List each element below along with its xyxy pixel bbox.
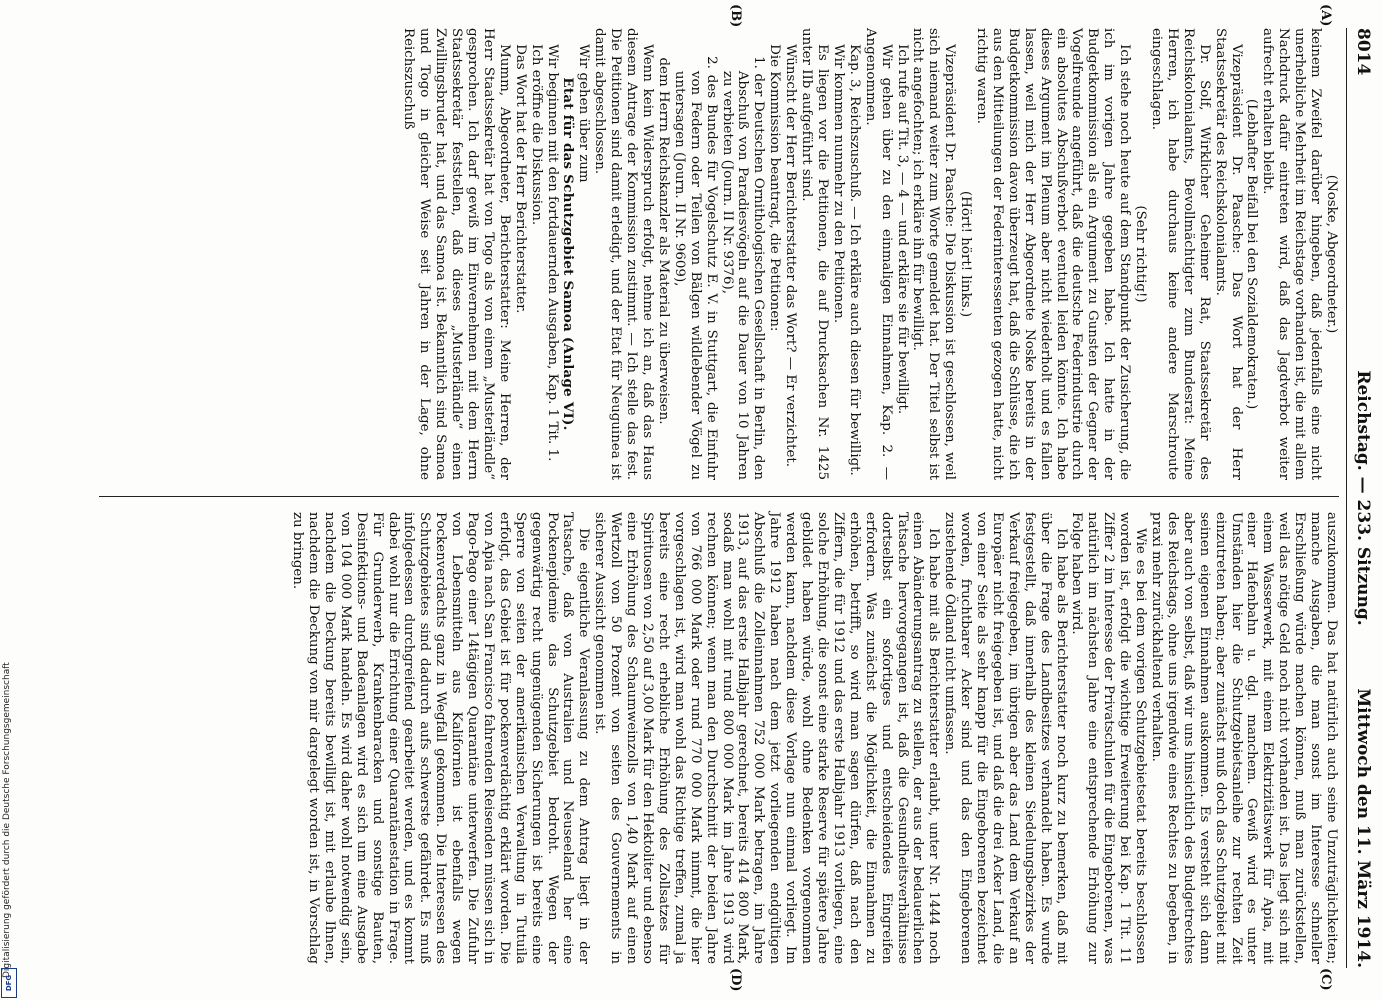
paragraph: Wir gehen über zum: [576, 44, 592, 183]
margin-marker-c: (C): [1318, 968, 1333, 991]
paragraph: Vizepräsident Dr. Paasche: Das Wort hat der Herr Staatssekretär des Reichskolonialamts.: [1212, 28, 1244, 480]
paragraph: keinem Zweifel darüber hingeben, daß jedenfalls eine nicht unerhebliche Mehrheit im Reichstage vorhanden ist, die mit allem Nachdruck dafür eintreten wird, daß das Jagdverbot weiter aufrecht erhalten bleibt.: [1260, 28, 1324, 480]
paragraph: Wir beginnen mit den fortdauernden Ausgaben, Kap. 1 Tit. 1.: [544, 44, 560, 462]
paragraph: dem Herrn Reichskanzler als Material zu überweisen.: [655, 57, 671, 425]
page-number: 8014: [1353, 28, 1373, 76]
paragraph: Ich habe als Berichterstatter noch kurz zu bemerken, daß mit über die Frage des Landbesitzes verhandelt haben. Es wurde festgestellt, daß innerhalb des kleinen Siedelungsbezirkes der Verkauf freigegeben, im übrigen aber das Land dem Verkauf an Europäer nicht freigegeben ist, und daß die drei Acker Land, die von einer Seite als sehr knapp für die Eingeborenen bezeichnet worden, fruchtbarer Acker sind und das den Eingeborenen zustehende Ödland nicht umfassen.: [942, 512, 1069, 964]
paragraph: auszukommen. Das hat natürlich auch seine Unzuträglichkeiten; manche Ausgaben, die man sonst im Interesse schneller Erschließung würde machen können, muß man zurückstellen, weil das nötige Geld noch nicht vorhanden ist. Das liegt sich mit einem Wasserwerk, mit einem Elektrizitätswerk für Apia, mit einer Hafenbahn u. dgl. manchem. Gewiß wird es unter Umständen hier die Schutzgebietsanleihe zur rechten Zeit einzutreten haben; aber zunächst muß doch das Schutzgebiet mit seinen eigenen Einnahmen auskommen. Es versteht sich dann aber auch von selbst, daß wir uns hinsichtlich des Budgetrechtes des Reichstags, ohne uns irgendwie eines Rechtes zu begeben, in praxi mehr zurückhaltend verhalten.: [1149, 512, 1339, 964]
section-heading: Etat für das Schutzgebiet Samoa (Anlage VI).: [560, 77, 577, 431]
margin-marker-b: (B): [728, 4, 743, 28]
running-header: [1347, 28, 1375, 968]
paragraph: Kap. 3, Reichszuschuß. — Ich erkläre auch diesen für bewilligt.: [846, 44, 862, 476]
dfg-logo-text: DFG: [5, 974, 13, 992]
paragraph: Das Wort hat der Herr Berichterstatter.: [512, 44, 528, 314]
dfg-logo: [1, 968, 17, 998]
margin-marker-d: (D): [728, 968, 743, 992]
right-column: [289, 512, 1339, 964]
header-date: Mittwoch den 11. März 1914.: [1353, 688, 1373, 968]
paragraph: Wir kommen nunmehr zu den Petitionen.: [830, 44, 846, 324]
speaker-note: (Noske, Abgeordneter.): [1324, 174, 1339, 334]
paragraph: Ich habe mit als Berichterstatter erlaubt, unter Nr. 1444 noch einen Abänderungsantrag zu stellen, der aus der bedauerlichen Tatsache hervorgegangen ist, daß die Gesundheitsverhältnisse dortselbst ein sofortiges und entscheidendes Eingreifen erfordern. Was zunächst die Möglichkeit, die Einnahmen zu erhöhen, betrifft, so wird man sagen dürfen, daß nach den Ziffern, die für 1912 und das erste Halbjahr 1913 vorliegen, eine solche Erhöhung, die sonst eine starke Reserve für spätere Jahre gebildet haben würde, wohl ohne Bedenken vorgenommen werden kann, nachdem diese Vorlage nun einmal vorliegt. Im Jahre 1912 haben nach dem jetzt vorliegenden endgültigen Abschluß die Zolleinnahmen 752 000 Mark betragen, im Jahre 1913, auf das erste Halbjahr gerechnet, bereits 414 800 Mark, sodaß man wohl mit rund 800 000 Mark im Jahre 1913 wird rechnen können; wenn man den Durchschnitt der beiden Jahre von 766 000 Mark oder rund 770 000 Mark nimmt, die hier vorgeschlagen ist, wird man wohl das Richtige treffen, zumal ja bereits eine recht erhebliche Erhöhung des Zollsatzes für Spirituosen von 2,50 auf 3,00 Mark für den Hektoliter und ebenso eine Erhöhung des Schaumweinzolls von 1,40 Mark auf einen Wertzoll von 50 Prozent von seiten des Gouvernements in sicherer Aussicht genommen ist.: [592, 512, 942, 964]
paragraph: Ich rufe auf Tit. 3, — 4 — und erkläre sie für bewilligt.: [894, 44, 910, 415]
paragraph: Wünscht der Herr Berichterstatter das Wort? — Er verzichtet.: [783, 44, 799, 468]
header-rule: [1346, 28, 1347, 968]
column-divider: [99, 496, 1339, 497]
margin-marker-a: (A): [1318, 4, 1333, 27]
paragraph: Vizepräsident Dr. Paasche: Die Diskussion ist geschlossen, weil sich niemand weiter zum Worte gemeldet hat. Der Titel selbst ist nicht angefochten; ich erkläre ihn für bewilligt.: [910, 28, 958, 480]
paragraph: Wir gehen über zu den einmaligen Einnahmen, Kap. 2. — Angenommen.: [862, 28, 894, 480]
petition-item: 1. der Deutschen Ornithologischen Gesellschaft in Berlin, den Abschuß von Paradiesvögeln auf die Dauer von 10 Jahren zu verbieten (Journ. II Nr. 9376),: [719, 56, 767, 480]
paragraph: Mumm, Abgeordneter, Berichterstatter: Meine Herren, der Herr Staatssekretär hat von Togo als von einem „Musterländle“ gesprochen. Ich darf gewiß im Einvernehmen mit dem Herrn Staatssekretär feststellen, daß dieses „Musterländle“ einen Zwillingsbruder hat, und das Samoa ist. Bekanntlich sind Samoa und Togo in gleicher Weise seit Jahren in der Lage, ohne Reichszuschuß: [401, 28, 512, 480]
paragraph: Es liegen vor die Petitionen, die auf Drucksachen Nr. 1425 unter IIb aufgeführt sind.: [799, 28, 830, 480]
paragraph: Wie es bei dem vorigen Schutzgebietsetat bereits beschlossen worden ist, erfolgt die wichtige Erweiterung bei Kap. 1 Tit. 11 Ziffer 2 im Interesse der Privatschulen für die Eingeborenen, was natürlich im nächsten Jahre eine entsprechende Erhöhung zur Folge haben wird.: [1069, 512, 1149, 964]
header-title: Reichstag. — 233. Sitzung.: [1353, 370, 1373, 626]
paragraph: Wenn kein Widerspruch erfolgt, nehme ich an, daß das Haus diesem Antrage der Kommission zustimmt. — Ich stelle das fest. Die Petitionen sind damit erledigt, und der Etat für Neuguinea ist damit abgeschlossen.: [592, 28, 656, 480]
paragraph: Die eigentliche Veranlassung zu dem Antrag liegt in der Tatsache, daß von Australien und Neuseeland her eine Pockenepidemie das Schutzgebiet bedroht. Wegen der gegenwärtig recht ungenügenden Sicherungen ist bereits eine Sperre von seiten der amerikanischen Verwaltung in Tutuila erfolgt, das Gebiet ist für pockenverdächtig erklärt worden. Die von Apia nach San Francisco fahrenden Reisenden müssen sich in Pago-Pago einer 14tägigen Quarantäne unterwerfen. Die Zufuhr von Lebensmitteln aus Kalifornien ist ebenfalls wegen Pockenverdachts ganz in Wegfall gekommen. Die Interessen des Schutzgebietes sind dadurch aufs schwerste gefährdet. Es muß infolgedessen durchgreifend gearbeitet werden, und es kommt dabei wohl nur die Errichtung einer Quarantänestation in Frage. Für Grunderwerb, Krankenbaracken und sonstige Bauten, Desinfektions- und Badeanlagen wird es sich um eine Ausgabe von 104 000 Mark handeln. Es wird daher wohl notwendig sein, nachdem die Deckung bereits bewilligt ist, mit erlaube Ihnen, nachdem die Deckung von mir dargelegt worden ist, in Vorschlag zu bringen.: [290, 512, 592, 964]
applause-note: (Lebhafter Beifall bei den Sozialdemokraten.): [1244, 98, 1260, 410]
interjection: (Hört! hört! links.): [958, 190, 974, 318]
paragraph: Die Kommission beantragt, die Petitionen:: [767, 44, 783, 332]
petition-item: 2. des Bundes für Vogelschutz E. V. in Stuttgart, die Einfuhr von Federn oder Teilen von Bälgen wildlebender Vögel zu untersagen (Journ. II Nr. 9609),: [671, 56, 719, 480]
interjection: (Sehr richtig!): [1133, 205, 1149, 303]
paragraph: Ich stehe noch heute auf dem Standpunkt der Zusicherung, die ich im vorigen Jahre gegeben habe. Ich hatte in der Budgetkommission als ein Argument zu Gunsten der Gegner der Vogelfreunde angeführt, daß die deutsche Federindustrie durch ein absolutes Abschußverbot eventuell leiden könnte. Ich habe dieses Argument im Plenum aber nicht wiederholt und es fallen lassen, weil mich der Herr Abgeordnete Noske bereits in der Budgetkommission davon überzeugt hat, daß die Schlüsse, die ich aus den Mitteilungen der Federinteressenten gezogen hatte, nicht richtig waren.: [974, 28, 1133, 480]
left-column: [401, 28, 1339, 480]
paragraph: Dr. Solf, Wirklicher Geheimer Rat, Staatssekretär des Reichskolonialamts, Bevollmächtigter zum Bundesrat: Meine Herren, ich habe durchaus keine andere Marschroute eingeschlagen.: [1149, 28, 1212, 480]
digitization-credit: Digitalisierung gefördert durch die Deutsche Forschungsgemeinschaft: [2, 662, 12, 978]
paragraph: Ich eröffne die Diskussion.: [528, 44, 544, 226]
